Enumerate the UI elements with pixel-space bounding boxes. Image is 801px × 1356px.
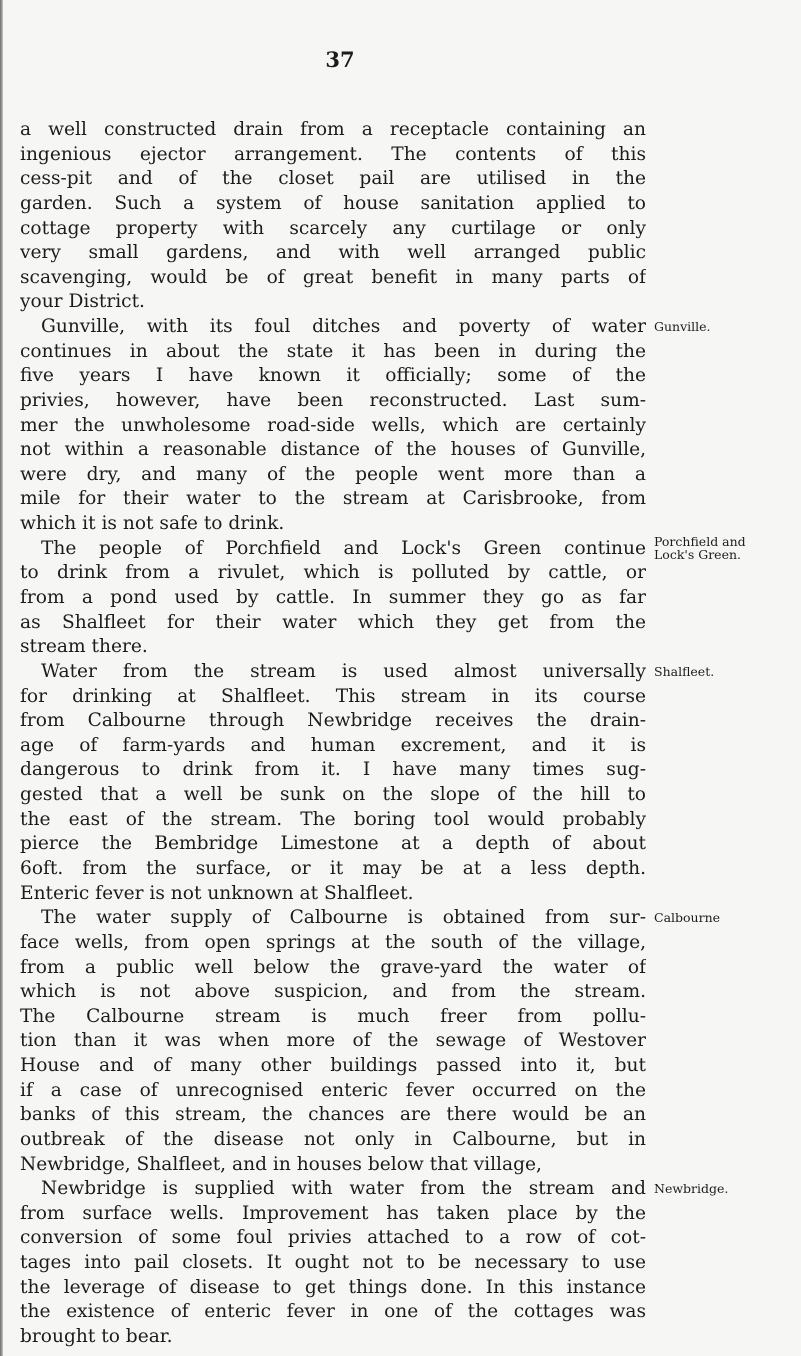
text-line: face wells, from open springs at the south of the village,	[20, 932, 646, 953]
text-line: House and of many other buildings passed into it, but	[20, 1055, 646, 1076]
text-line: tages into pail closets. It ought not to be necessary to use	[20, 1252, 646, 1273]
text-line: the existence of enteric fever in one of the cottages was	[20, 1301, 646, 1322]
text-line: The Calbourne stream is much freer from pollu-	[20, 1006, 646, 1027]
side-note-gunville: Gunville.	[654, 319, 711, 334]
text-line: Water from the stream is used almost universally	[41, 661, 646, 682]
text-line: very small gardens, and with well arranged public	[20, 242, 646, 263]
text-line: tion than it was when more of the sewage of Westover	[20, 1030, 646, 1051]
text-line: brought to bear.	[20, 1326, 173, 1347]
page-edge-shadow	[0, 0, 3, 1356]
text-line: five years I have known it officially; some of the	[20, 365, 646, 386]
side-note-calbourne: Calbourne	[654, 910, 721, 925]
text-line: the leverage of disease to get things done. In this instance	[20, 1277, 646, 1298]
text-line: if a case of unrecognised enteric fever occurred on the	[20, 1080, 646, 1101]
text-line: your District.	[20, 291, 145, 312]
text-line: garden. Such a system of house sanitation applied to	[20, 193, 646, 214]
text-line: banks of this stream, the chances are there would be an	[20, 1104, 646, 1125]
text-line: from a public well below the grave-yard the water of	[20, 957, 646, 978]
side-note-porchfield: Lock's Green.	[654, 547, 742, 562]
text-line: Newbridge, Shalfleet, and in houses below that village,	[20, 1154, 542, 1175]
side-note-porchfield: Porchfield and	[654, 534, 746, 549]
text-line: which it is not safe to drink.	[20, 513, 285, 534]
text-line: continues in about the state it has been in during the	[20, 341, 646, 362]
side-note-newbridge: Newbridge.	[654, 1181, 729, 1196]
text-line: from Calbourne through Newbridge receives the drain-	[20, 710, 646, 731]
text-line: for drinking at Shalfleet. This stream in its course	[20, 686, 646, 707]
text-line: mer the unwholesome road-side wells, which are certainly	[20, 415, 646, 436]
text-line: from surface wells. Improvement has taken place by the	[20, 1203, 646, 1224]
text-line: cess-pit and of the closet pail are utilised in the	[20, 168, 646, 189]
text-line: which is not above suspicion, and from the stream.	[20, 981, 646, 1002]
text-line: age of farm-yards and human excrement, and it is	[20, 735, 646, 756]
text-line: Gunville, with its foul ditches and poverty of water	[41, 316, 646, 337]
text-line: cottage property with scarcely any curtilage or only	[20, 218, 646, 239]
text-line: the east of the stream. The boring tool would probably	[20, 809, 646, 830]
text-line: dangerous to drink from it. I have many times sug-	[20, 759, 646, 780]
text-line: scavenging, would be of great benefit in many parts of	[20, 267, 646, 288]
text-line: The water supply of Calbourne is obtained from sur-	[41, 907, 646, 928]
text-line: gested that a well be sunk on the slope of the hill to	[20, 784, 646, 805]
text-line: conversion of some foul privies attached to a row of cot-	[20, 1227, 646, 1248]
text-line: mile for their water to the stream at Carisbrooke, from	[20, 488, 646, 509]
text-line: Newbridge is supplied with water from the stream and	[41, 1178, 646, 1199]
text-line: 6oft. from the surface, or it may be at a less depth.	[20, 858, 646, 879]
text-line: stream there.	[20, 636, 148, 657]
text-line: outbreak of the disease not only in Calbourne, but in	[20, 1129, 646, 1150]
text-line: The people of Porchfield and Lock's Green continue	[41, 538, 646, 559]
text-line: from a pond used by cattle. In summer they go as far	[20, 587, 646, 608]
text-line: as Shalfleet for their water which they get from the	[20, 612, 646, 633]
text-line: to drink from a rivulet, which is polluted by cattle, or	[20, 562, 646, 583]
text-line: Enteric fever is not unknown at Shalfleet.	[20, 883, 414, 904]
page-number: 37	[325, 47, 355, 72]
text-line: pierce the Bembridge Limestone at a depth of about	[20, 833, 646, 854]
text-line: were dry, and many of the people went more than a	[20, 464, 646, 485]
text-line: privies, however, have been reconstructed. Last sum-	[20, 390, 646, 411]
text-line: not within a reasonable distance of the houses of Gunville,	[20, 439, 646, 460]
text-line: ingenious ejector arrangement. The contents of this	[20, 144, 646, 165]
text-line: a well constructed drain from a receptacle containing an	[20, 119, 646, 140]
side-note-shalfleet: Shalfleet.	[654, 664, 715, 679]
